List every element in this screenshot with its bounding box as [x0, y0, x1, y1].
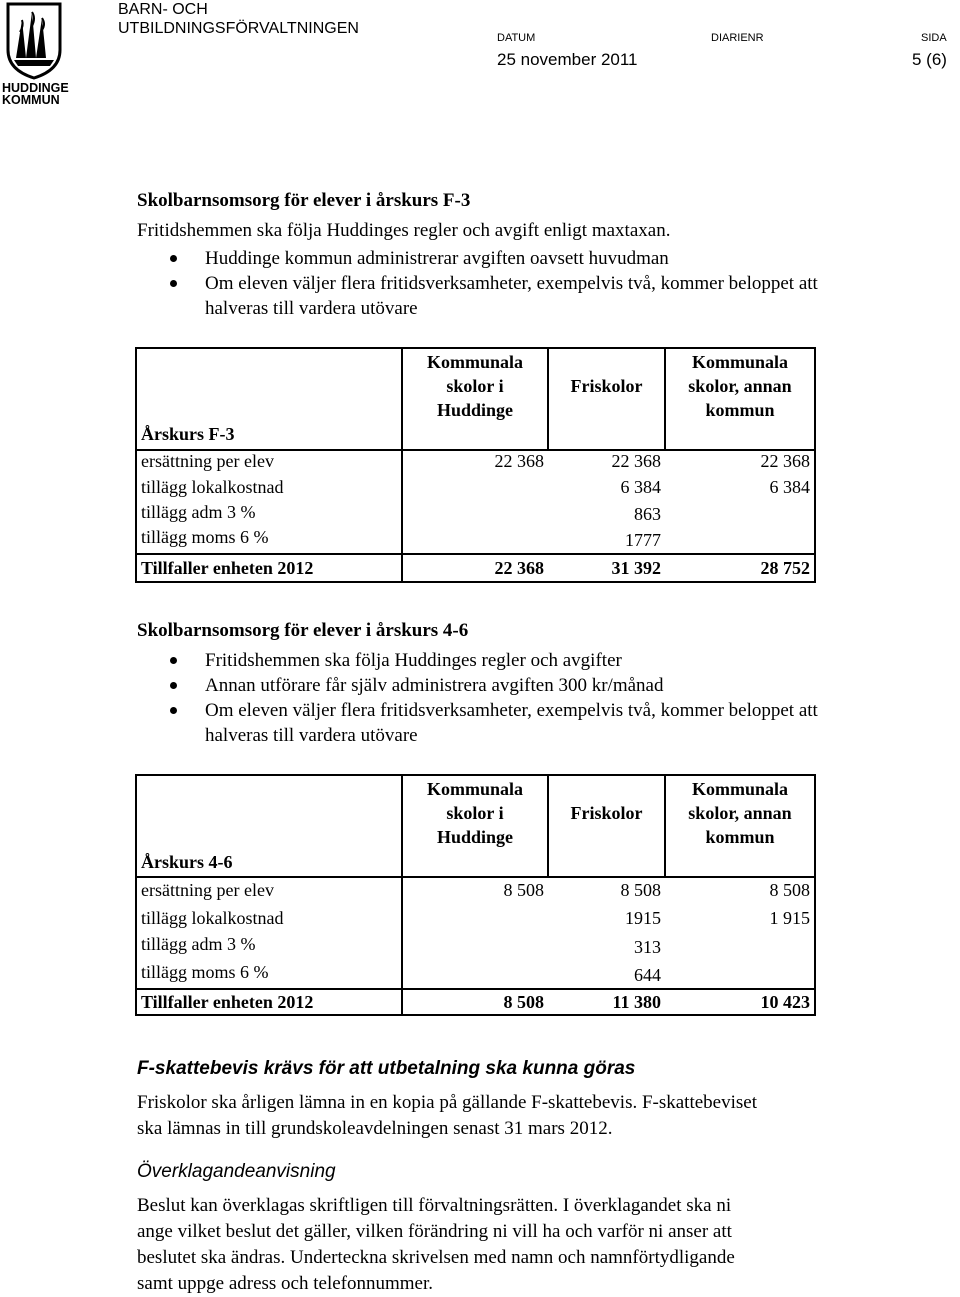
cell-value: 8 508: [620, 880, 661, 900]
paragraph-appeal: [137, 1193, 877, 1297]
header-line: kommun: [705, 400, 775, 420]
total-value: 10 423: [760, 992, 810, 1012]
section-intro-f3: Fritidshemmen ska följa Huddinges regler och avgift enligt maxtaxan.: [137, 220, 671, 241]
fee-table-4-6: [135, 774, 816, 1016]
logo-line-1: HUDDINGE: [2, 81, 69, 95]
department-line-2: UTBILDNINGSFÖRVALTNINGEN: [118, 20, 359, 37]
header-line: Kommunala: [426, 352, 523, 372]
cell-value: 644: [634, 965, 661, 985]
text-line: ange vilket beslut det gäller, vilken förändring ni vill ha och varför ni anser att: [137, 1221, 732, 1242]
cell-value: 1 915: [769, 908, 810, 928]
date-label: DATUM: [497, 32, 536, 44]
logo-text: [2, 82, 74, 106]
column-header-municipal-huddinge: [403, 777, 547, 849]
page-value: 5 (6): [912, 50, 947, 69]
header-line: skolor i: [446, 376, 504, 396]
row-label: tillägg moms 6 %: [141, 962, 269, 982]
page-label: SIDA: [921, 32, 947, 44]
total-label: Tillfaller enheten 2012: [141, 992, 314, 1012]
department-name: [118, 0, 359, 38]
bullet-list-4-6: [137, 648, 857, 748]
total-label: Tillfaller enheten 2012: [141, 558, 314, 578]
total-value: 22 368: [494, 558, 544, 578]
total-value: 28 752: [760, 558, 810, 578]
list-item: Om eleven väljer flera fritidsverksamheter, exempelvis två, kommer beloppet att halveras till vardera utövare: [137, 698, 857, 748]
list-item: Annan utförare får själv administrera avgiften 300 kr/månad: [137, 673, 857, 698]
header-line: Huddinge: [436, 827, 514, 847]
row-label: ersättning per elev: [141, 451, 274, 471]
text-line: ska lämnas in till grundskoleavdelningen senast 31 mars 2012.: [137, 1118, 613, 1139]
list-item: Om eleven väljer flera fritidsverksamheter, exempelvis två, kommer beloppet att halveras till vardera utövare: [137, 271, 857, 321]
header-line: skolor, annan: [688, 803, 792, 823]
total-value: 8 508: [503, 992, 544, 1012]
column-header-municipal-other: [666, 777, 814, 849]
text-line: samt uppge adress och telefonnummer.: [137, 1273, 434, 1294]
cell-value: 22 368: [494, 451, 544, 471]
header-line: Huddinge: [436, 400, 514, 420]
cell-value: 8 508: [503, 880, 544, 900]
cell-value: 22 368: [760, 451, 810, 471]
group-label: Årskurs 4-6: [141, 852, 233, 872]
cell-value: 22 368: [611, 451, 661, 471]
row-label: tillägg moms 6 %: [141, 527, 269, 547]
cell-value: 8 508: [769, 880, 810, 900]
table-divider: [137, 876, 814, 878]
section-heading-4-6: Skolbarnsomsorg för elever i årskurs 4-6: [137, 620, 469, 641]
fee-table-f3: [135, 347, 816, 583]
date-value: 25 november 2011: [497, 50, 638, 69]
bullet-list-f3: [137, 246, 857, 321]
header-line: Kommunala: [691, 779, 788, 799]
municipality-logo: [2, 2, 72, 106]
column-header-independent-schools: Friskolor: [570, 376, 643, 396]
section-heading-appeal: Överklagandeanvisning: [137, 1161, 336, 1182]
cell-value: 863: [634, 504, 661, 524]
table-divider: [547, 349, 549, 449]
cell-value: 6 384: [620, 477, 661, 497]
row-label: tillägg lokalkostnad: [141, 908, 284, 928]
table-divider: [137, 988, 814, 990]
text-line: beslutet ska ändras. Underteckna skrivelsen med namn och namnförtydligande: [137, 1247, 735, 1268]
text-line: Friskolor ska årligen lämna in en kopia på gällande F-skattebevis. F-skattebeviset: [137, 1092, 757, 1113]
column-header-independent-schools: Friskolor: [570, 803, 643, 823]
cell-value: 6 384: [769, 477, 810, 497]
row-label: ersättning per elev: [141, 880, 274, 900]
header-line: skolor, annan: [688, 376, 792, 396]
column-header-municipal-other: [666, 350, 814, 422]
header-line: kommun: [705, 827, 775, 847]
diary-label: DIARIENR: [711, 32, 764, 44]
header-line: Kommunala: [691, 352, 788, 372]
text-line: Beslut kan överklagas skriftligen till förvaltningsrätten. I överklagandet ska ni: [137, 1195, 732, 1216]
crest-icon: [2, 2, 66, 80]
list-item: Huddinge kommun administrerar avgiften oavsett huvudman: [137, 246, 857, 271]
row-label: tillägg lokalkostnad: [141, 477, 284, 497]
total-value: 31 392: [611, 558, 661, 578]
section-heading-f3: Skolbarnsomsorg för elever i årskurs F-3: [137, 190, 471, 211]
row-label: tillägg adm 3 %: [141, 502, 256, 522]
cell-value: 1915: [625, 908, 661, 928]
department-line-1: BARN- OCH: [118, 1, 208, 18]
row-label: tillägg adm 3 %: [141, 934, 256, 954]
total-value: 11 380: [612, 992, 661, 1012]
section-heading-f-tax: F-skattebevis krävs för att utbetalning ska kunna göras: [137, 1058, 636, 1079]
logo-line-2: KOMMUN: [2, 93, 60, 107]
table-divider: [547, 776, 549, 876]
group-label: Årskurs F-3: [141, 424, 235, 444]
paragraph-f-tax: [137, 1090, 877, 1142]
cell-value: 1777: [625, 530, 661, 550]
list-item: Fritidshemmen ska följa Huddinges regler och avgifter: [137, 648, 857, 673]
column-header-municipal-huddinge: [403, 350, 547, 422]
header-line: skolor i: [446, 803, 504, 823]
table-divider: [137, 553, 814, 555]
header-line: Kommunala: [426, 779, 523, 799]
cell-value: 313: [634, 937, 661, 957]
